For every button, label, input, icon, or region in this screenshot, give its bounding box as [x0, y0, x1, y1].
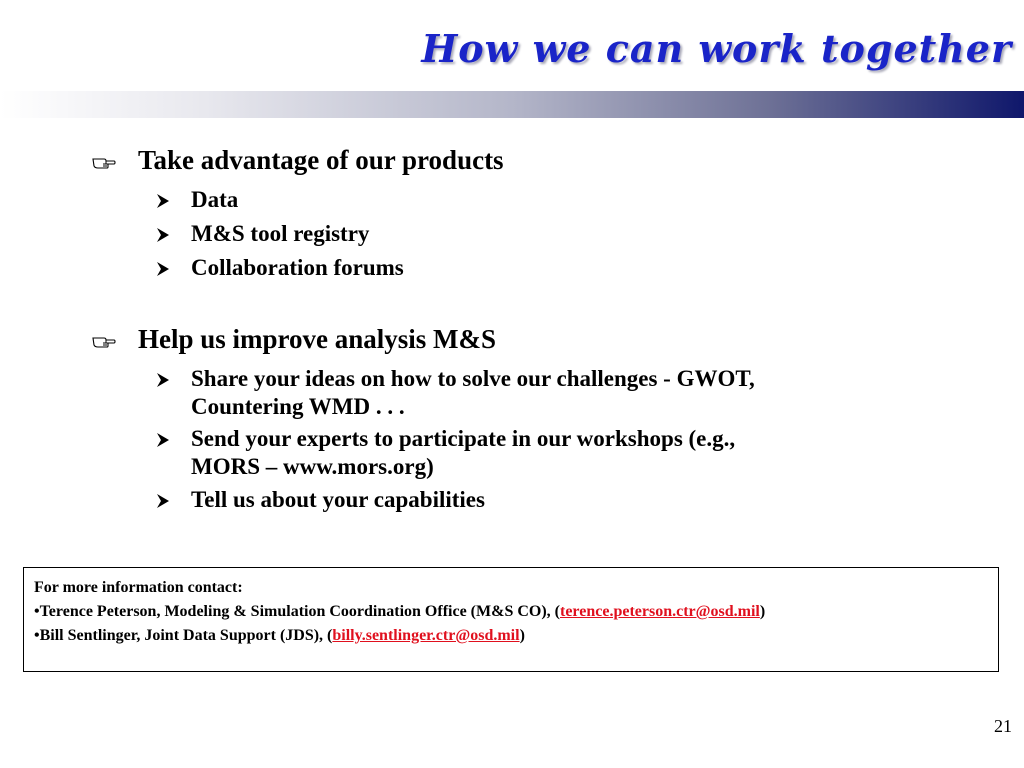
title-gradient-bar [0, 91, 1024, 118]
list-item-line: Share your ideas on how to solve our challenges - GWOT, [191, 366, 755, 391]
contact-text: ) [759, 603, 766, 620]
arrowhead-icon [156, 227, 170, 243]
list-item: M&S tool registry [191, 221, 370, 246]
arrowhead-icon [156, 261, 170, 277]
pointing-hand-icon [92, 332, 116, 348]
list-item [191, 365, 755, 421]
contact-line [34, 624, 988, 648]
contact-box [23, 567, 999, 672]
arrowhead-icon [156, 493, 170, 509]
list-item-line: Countering WMD . . . [191, 394, 405, 419]
contact-heading: For more information contact: [34, 579, 243, 596]
contact-text: ) [519, 627, 525, 644]
list-item-line: MORS – www.mors.org) [191, 454, 434, 479]
contact-text: •Terence Peterson, Modeling & Simulation Coordination Office (M&S CO), ( [34, 603, 560, 620]
arrowhead-icon [156, 432, 170, 448]
email-link[interactable]: billy.sentlinger.ctr@osd.mil [332, 627, 520, 644]
contact-text: •Bill Sentlinger, Joint Data Support (JDS), ( [34, 627, 333, 644]
list-item: Tell us about your capabilities [191, 487, 485, 512]
section-heading: Help us improve analysis M&S [138, 324, 497, 354]
list-item-line: Send your experts to participate in our workshops (e.g., [191, 426, 736, 451]
list-item [191, 425, 735, 481]
slide-number: 21 [994, 716, 1012, 736]
list-item: Collaboration forums [191, 255, 404, 280]
section-heading: Take advantage of our products [138, 145, 504, 175]
list-item: Data [191, 187, 239, 212]
slide-title: How we can work together [421, 26, 1012, 71]
arrowhead-icon [156, 193, 170, 209]
contact-line [34, 600, 988, 624]
email-link[interactable]: terence.peterson.ctr@osd.mil [560, 603, 760, 620]
pointing-hand-icon [92, 153, 116, 169]
arrowhead-icon [156, 372, 170, 388]
